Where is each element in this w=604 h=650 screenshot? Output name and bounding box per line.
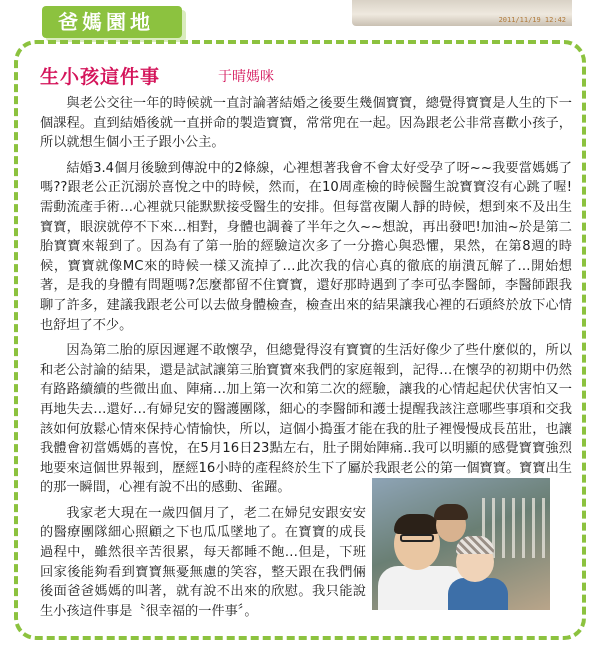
paragraph-3: 因為第二胎的原因遲遲不敢懷孕，但總覺得沒有寶寶的生活好像少了些什麼似的，所以和老公討論的結果，還是試試讓第三胎寶寶來我們的家庭報到，記得…在懷孕的初期中仍然有路路續續的些微出血、陣痛…加上第一次和第二次的經驗，讓我的心情起起伏伏害怕又一再地失去…還好…有婦兒安的醫護團隊，細心的李醫師和護士提醒我該注意哪些事項和交我該如何放鬆心情來保持心情愉快，所以，這個小搗蛋才能在我的肚子裡慢慢成長茁壯，也讓我體會初當媽媽的喜悅，在5月16日23點左右，肚子開始陣痛..我可以明顯的感覺寶寶強烈地要來這個世界報到，歷經16小時的產程終於生下了屬於我跟老公的第一個寶寶。寶寶出生的那一瞬間，心裡有說不出的感動、雀躍。	[40, 343, 572, 496]
photo-baby-cap	[456, 536, 494, 554]
article-title: 生小孩這件事	[40, 66, 161, 88]
photo-date-stamp: 2011/11/19 12:42	[498, 16, 566, 24]
section-title: 爸媽園地	[58, 10, 154, 34]
top-photo-fragment	[352, 0, 572, 26]
paragraph-4: 我家老大現在一歲四個月了，老二在婦兒安跟安安的醫療團隊細心照顧之下也瓜瓜墜地了。在寶寶的成長過程中，雖然很辛苦很累，每天都睡不飽…但是，下班回家後能夠看到寶寶無憂無慮的笑容，整天跟在我們倆後面爸爸媽媽的叫著，就有說不出來的欣慰。我只能說生小孩這件事是〝很幸福的一件事〞。	[40, 505, 366, 619]
photo-glasses	[400, 534, 434, 542]
section-header-tab	[42, 6, 182, 38]
paragraph-2: 結婚3.4個月後驗到傳說中的2條線，心裡想著我會不會太好受孕了呀~~我要當媽媽了嗎??跟老公正沉溺於喜悅之中的時候，然而，在10周產檢的時候醫生說寶寶沒有心跳了喔!需動流產手術…心裡就只能默默接受醫生的安排。但每當夜闌人靜的時候，想到來不及出生寶寶，眼淚就停不下來…相對，身體也調養了半年之久~~想說，再出發吧!加油~於是第二胎寶寶來報到了。因為有了第一胎的經驗這次多了一分擔心與恐懼，果然，在第8週的時候，寶寶就像MC來的時候一樣又流掉了…此次我的信心真的徹底的崩潰瓦解了…開始想著，是我的身體有問題嗎?怎麼都留不住寶寶，還好那時遇到了李可弘李醫師，李醫師跟我聊了許多，建議我跟老公可以去做身體檢查，檢查出來的結果讓我心裡的石頭終於放下心情也舒坦了不少。	[40, 160, 572, 333]
article-author: 于晴媽咪	[218, 69, 274, 85]
photo-baby-body	[448, 578, 508, 610]
family-photo	[372, 478, 550, 610]
paragraph-1: 與老公交往一年的時候就一直討論著結婚之後要生幾個寶寶，總覺得寶寶是人生的下一個課程。直到結婚後就一直拼命的製造寶寶，常常兜在一起。因為跟老公非常喜歡小孩子，所以就想生個小王子跟小公主。	[40, 96, 572, 151]
photo-mother-hair	[434, 504, 468, 520]
